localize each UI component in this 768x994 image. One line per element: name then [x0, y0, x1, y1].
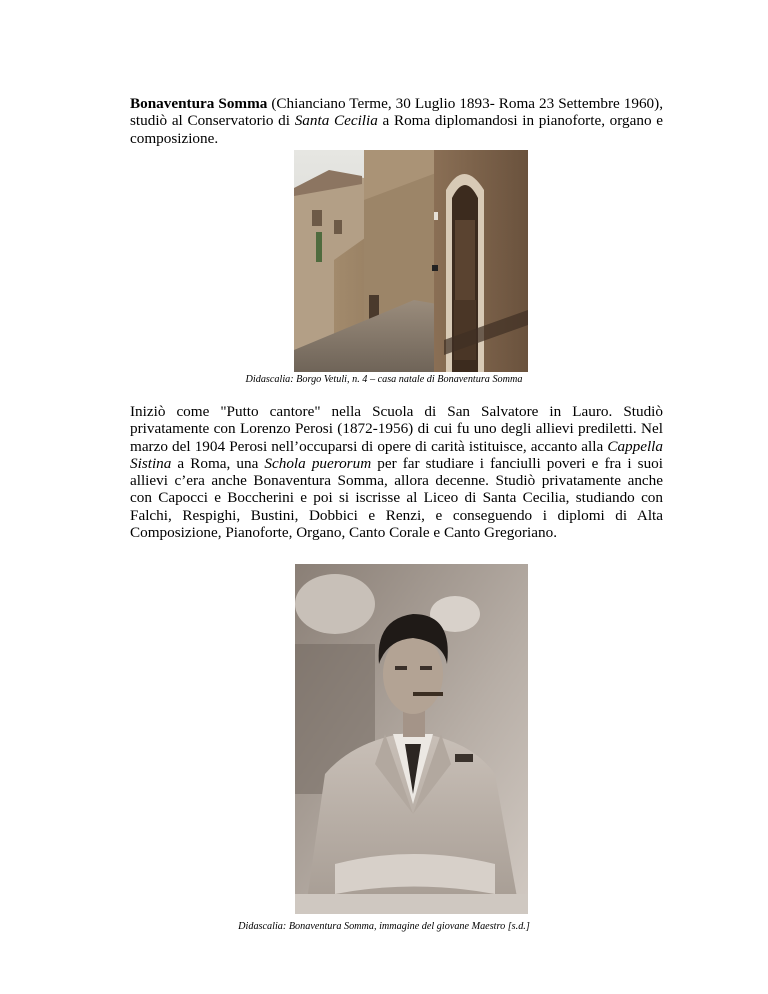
intro-text-2: a Roma diplomandosi in pianoforte, organo e composizione.	[130, 112, 663, 147]
street-photo	[294, 150, 528, 372]
intro-italic-1: Santa Cecilia	[294, 112, 378, 130]
figure1-caption: Didascalia: Borgo Vetuli, n. 4 – casa natale di Bonaventura Somma	[245, 374, 523, 385]
body-text-3: per far studiare i fanciulli poveri e fra i suoi allievi c’era anche Bonaventura Somma, allora decenne. Studiò privatamente anche con Capocci e Boccherini e poi si iscrisse al Liceo di Santa Cecilia, studiando con Falchi, Respighi, Bustini, Dobbici e Renzi, e conseguendo i diplomi di Alta Composizione, Pianoforte, Organo, Canto Corale e Canto Gregoriano.	[130, 454, 663, 542]
body-italic-2: Schola puerorum	[264, 454, 372, 472]
name-bold: Bonaventura Somma	[130, 95, 268, 112]
body-text-1: Iniziò come "Putto cantore" nella Scuola di San Salvatore in Lauro. Studiò privatamente con Lorenzo Perosi (1872-1956) di cui fu uno degli allievi prediletti. Nel marzo del 1904 Perosi nell’occuparsi di opere di carità istituisce, accanto alla	[130, 403, 663, 455]
intro-text-1: (Chianciano Terme, 30 Luglio 1893- Roma 23 Settembre 1960), studiò al Conservatorio di	[130, 95, 664, 130]
intro-paragraph	[130, 95, 663, 147]
body-italic-1: Cappella Sistina	[130, 437, 663, 472]
portrait-photo	[295, 564, 528, 914]
body-text-2: a Roma, una	[171, 454, 265, 472]
body-paragraph	[130, 403, 663, 541]
figure2-caption: Didascalia: Bonaventura Somma, immagine del giovane Maestro [s.d.]	[238, 921, 530, 932]
